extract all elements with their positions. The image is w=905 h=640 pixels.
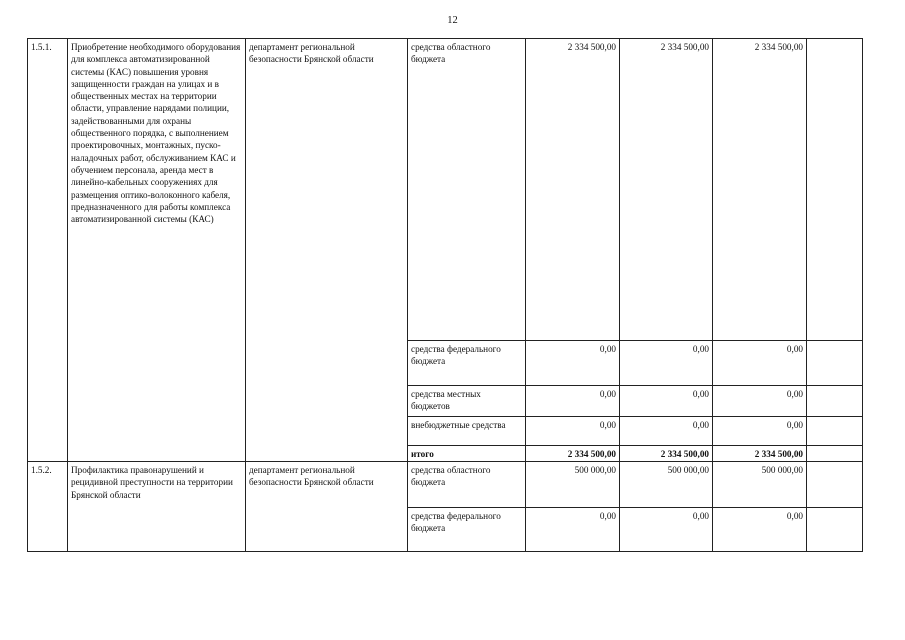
amount-3: 0,00 xyxy=(713,386,807,417)
item-name: Профилактика правонарушений и рецидивной преступности на территории Брянской области xyxy=(68,462,246,552)
amount-4 xyxy=(807,417,863,446)
amount-4 xyxy=(807,508,863,552)
table-row xyxy=(28,39,863,341)
item-executor: департамент региональной безопасности Брянской области xyxy=(246,39,408,462)
amount-3: 0,00 xyxy=(713,417,807,446)
amount-1: 0,00 xyxy=(526,508,620,552)
amount-2: 0,00 xyxy=(620,386,713,417)
amount-4 xyxy=(807,386,863,417)
amount-1: 500 000,00 xyxy=(526,462,620,508)
amount-2: 2 334 500,00 xyxy=(620,39,713,341)
amount-2: 500 000,00 xyxy=(620,462,713,508)
budget-table xyxy=(27,38,863,552)
funding-source: средства областного бюджета xyxy=(408,39,526,341)
amount-3: 0,00 xyxy=(713,341,807,386)
item-name: Приобретение необходимого оборудования для комплекса автоматизированной системы (КАС) повышения уровня защищенности граждан на улицах и в общественных местах на территории области, управление нарядами полиции, задействованными для охраны общественного порядка, с выполнением проектировочных, монтажных, пуско-наладочных работ, обслуживанием КАС и обучением персонала, аренда мест в линейно-кабельных сооружениях для размещения оптико-волоконного кабеля, предназначенного для работы комплекса автоматизированной системы (КАС) xyxy=(68,39,246,462)
amount-3: 500 000,00 xyxy=(713,462,807,508)
amount-4 xyxy=(807,446,863,462)
item-code: 1.5.1. xyxy=(28,39,68,462)
table-row xyxy=(28,462,863,508)
amount-3: 2 334 500,00 xyxy=(713,446,807,462)
amount-1: 0,00 xyxy=(526,386,620,417)
amount-4 xyxy=(807,39,863,341)
amount-2: 0,00 xyxy=(620,341,713,386)
amount-1: 2 334 500,00 xyxy=(526,446,620,462)
funding-source: средства областного бюджета xyxy=(408,462,526,508)
page-number: 12 xyxy=(447,15,458,26)
funding-source-total: итого xyxy=(408,446,526,462)
amount-4 xyxy=(807,341,863,386)
item-code: 1.5.2. xyxy=(28,462,68,552)
funding-source: внебюджетные средства xyxy=(408,417,526,446)
funding-source: средства местных бюджетов xyxy=(408,386,526,417)
amount-2: 2 334 500,00 xyxy=(620,446,713,462)
amount-4 xyxy=(807,462,863,508)
amount-3: 2 334 500,00 xyxy=(713,39,807,341)
amount-2: 0,00 xyxy=(620,417,713,446)
item-executor: департамент региональной безопасности Брянской области xyxy=(246,462,408,552)
amount-1: 2 334 500,00 xyxy=(526,39,620,341)
funding-source: средства федерального бюджета xyxy=(408,341,526,386)
amount-3: 0,00 xyxy=(713,508,807,552)
amount-2: 0,00 xyxy=(620,508,713,552)
amount-1: 0,00 xyxy=(526,417,620,446)
amount-1: 0,00 xyxy=(526,341,620,386)
funding-source: средства федерального бюджета xyxy=(408,508,526,552)
